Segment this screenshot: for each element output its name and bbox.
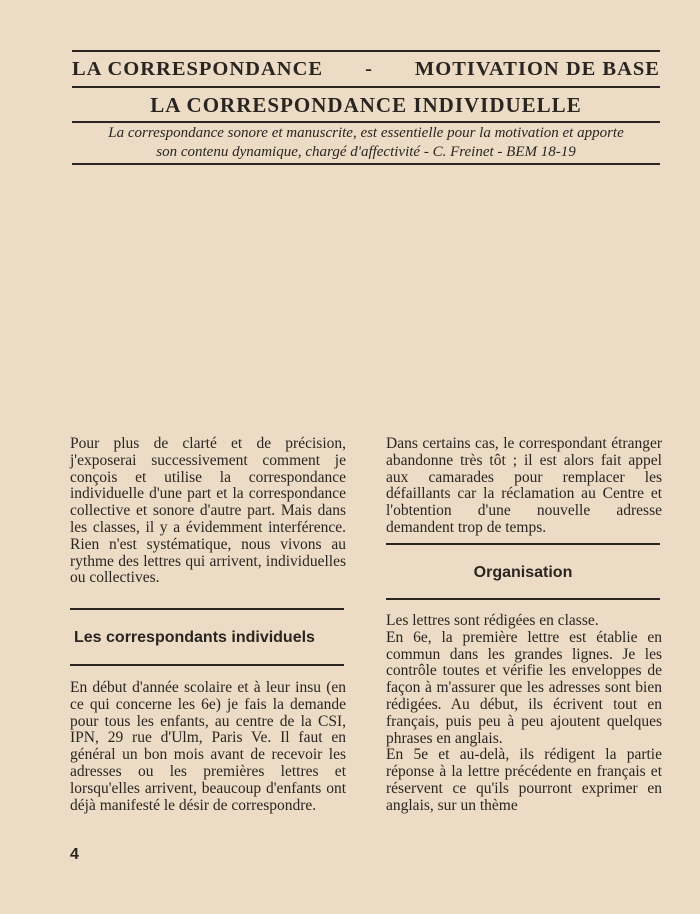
left-section-body	[70, 680, 346, 814]
right-intro-text: Dans certains cas, le correspondant étranger abandonne très tôt ; il est alors fait appel aux camarades pour remplacer les défaillants car la réclamation au Centre et l'obtention d'une nouvelle adresse demandent trop de temps.	[386, 435, 662, 536]
left-section-title: Les correspondants individuels	[74, 629, 315, 646]
left-section-rule-top	[70, 608, 344, 610]
right-section-rule-bottom	[386, 598, 660, 600]
page-number: 4	[70, 846, 79, 863]
right-section-body	[386, 613, 662, 815]
right-section-title: Organisation	[473, 564, 573, 581]
right-para-1: Les lettres sont rédigées en classe.	[386, 612, 599, 629]
header-bottom-rule	[72, 163, 660, 165]
header-mid-rule	[72, 86, 660, 88]
right-intro	[386, 436, 662, 537]
left-section-rule-bottom	[70, 664, 344, 666]
header-top-rule	[72, 50, 660, 52]
epigraph-line-1: La correspondance sonore et manuscrite, est essentielle pour la motivation et apporte	[108, 125, 624, 141]
title-dash: -	[365, 58, 373, 80]
title-left: LA CORRESPONDANCE	[72, 58, 324, 80]
title-right: MOTIVATION DE BASE	[414, 58, 660, 80]
right-para-2: En 6e, la première lettre est établie en commun dans les grandes lignes. Je les contrôle toutes et vérifie les enveloppes de façon à m'assurer que les adresses sont bien rédigées. Au début, ils écrivent tout en français, puis peu à peu ajoutent quelques phrases en anglais.	[386, 628, 662, 747]
page-subtitle: LA CORRESPONDANCE INDIVIDUELLE	[150, 93, 582, 117]
left-intro	[70, 436, 346, 587]
right-para-3: En 5e et au-delà, ils rédigent la partie réponse à la lettre précédente en français et réservent ce qu'ils pourront exprimer en anglais, sur un thème	[386, 746, 662, 814]
right-section-rule-top	[386, 543, 660, 545]
epigraph-line-2: son contenu dynamique, chargé d'affectivité - C. Freinet - BEM 18-19	[156, 144, 576, 160]
left-intro-text: Pour plus de clarté et de précision, j'exposerai successivement comment je conçois et utilise la correspondance individuelle d'une part et la correspondance collective et sonore d'autre part. Mais dans les classes, il y a évidemment interférence. Rien n'est systématique, nous vivons au rythme des lettres qui arrivent, individuelles ou collectives.	[70, 435, 346, 587]
page-title	[72, 58, 660, 81]
header-sub-rule	[72, 121, 660, 123]
left-section-text: En début d'année scolaire et à leur insu (en ce qui concerne les 6e) je fais la demande pour tous les enfants, au centre de la CSI, IPN, 29 rue d'Ulm, Paris Ve. Il faut en général un bon mois avant de recevoir les adresses ou les premières lettres et lorsqu'elles arrivent, beaucoup d'enfants ont déjà manifesté le désir de correspondre.	[70, 679, 346, 814]
